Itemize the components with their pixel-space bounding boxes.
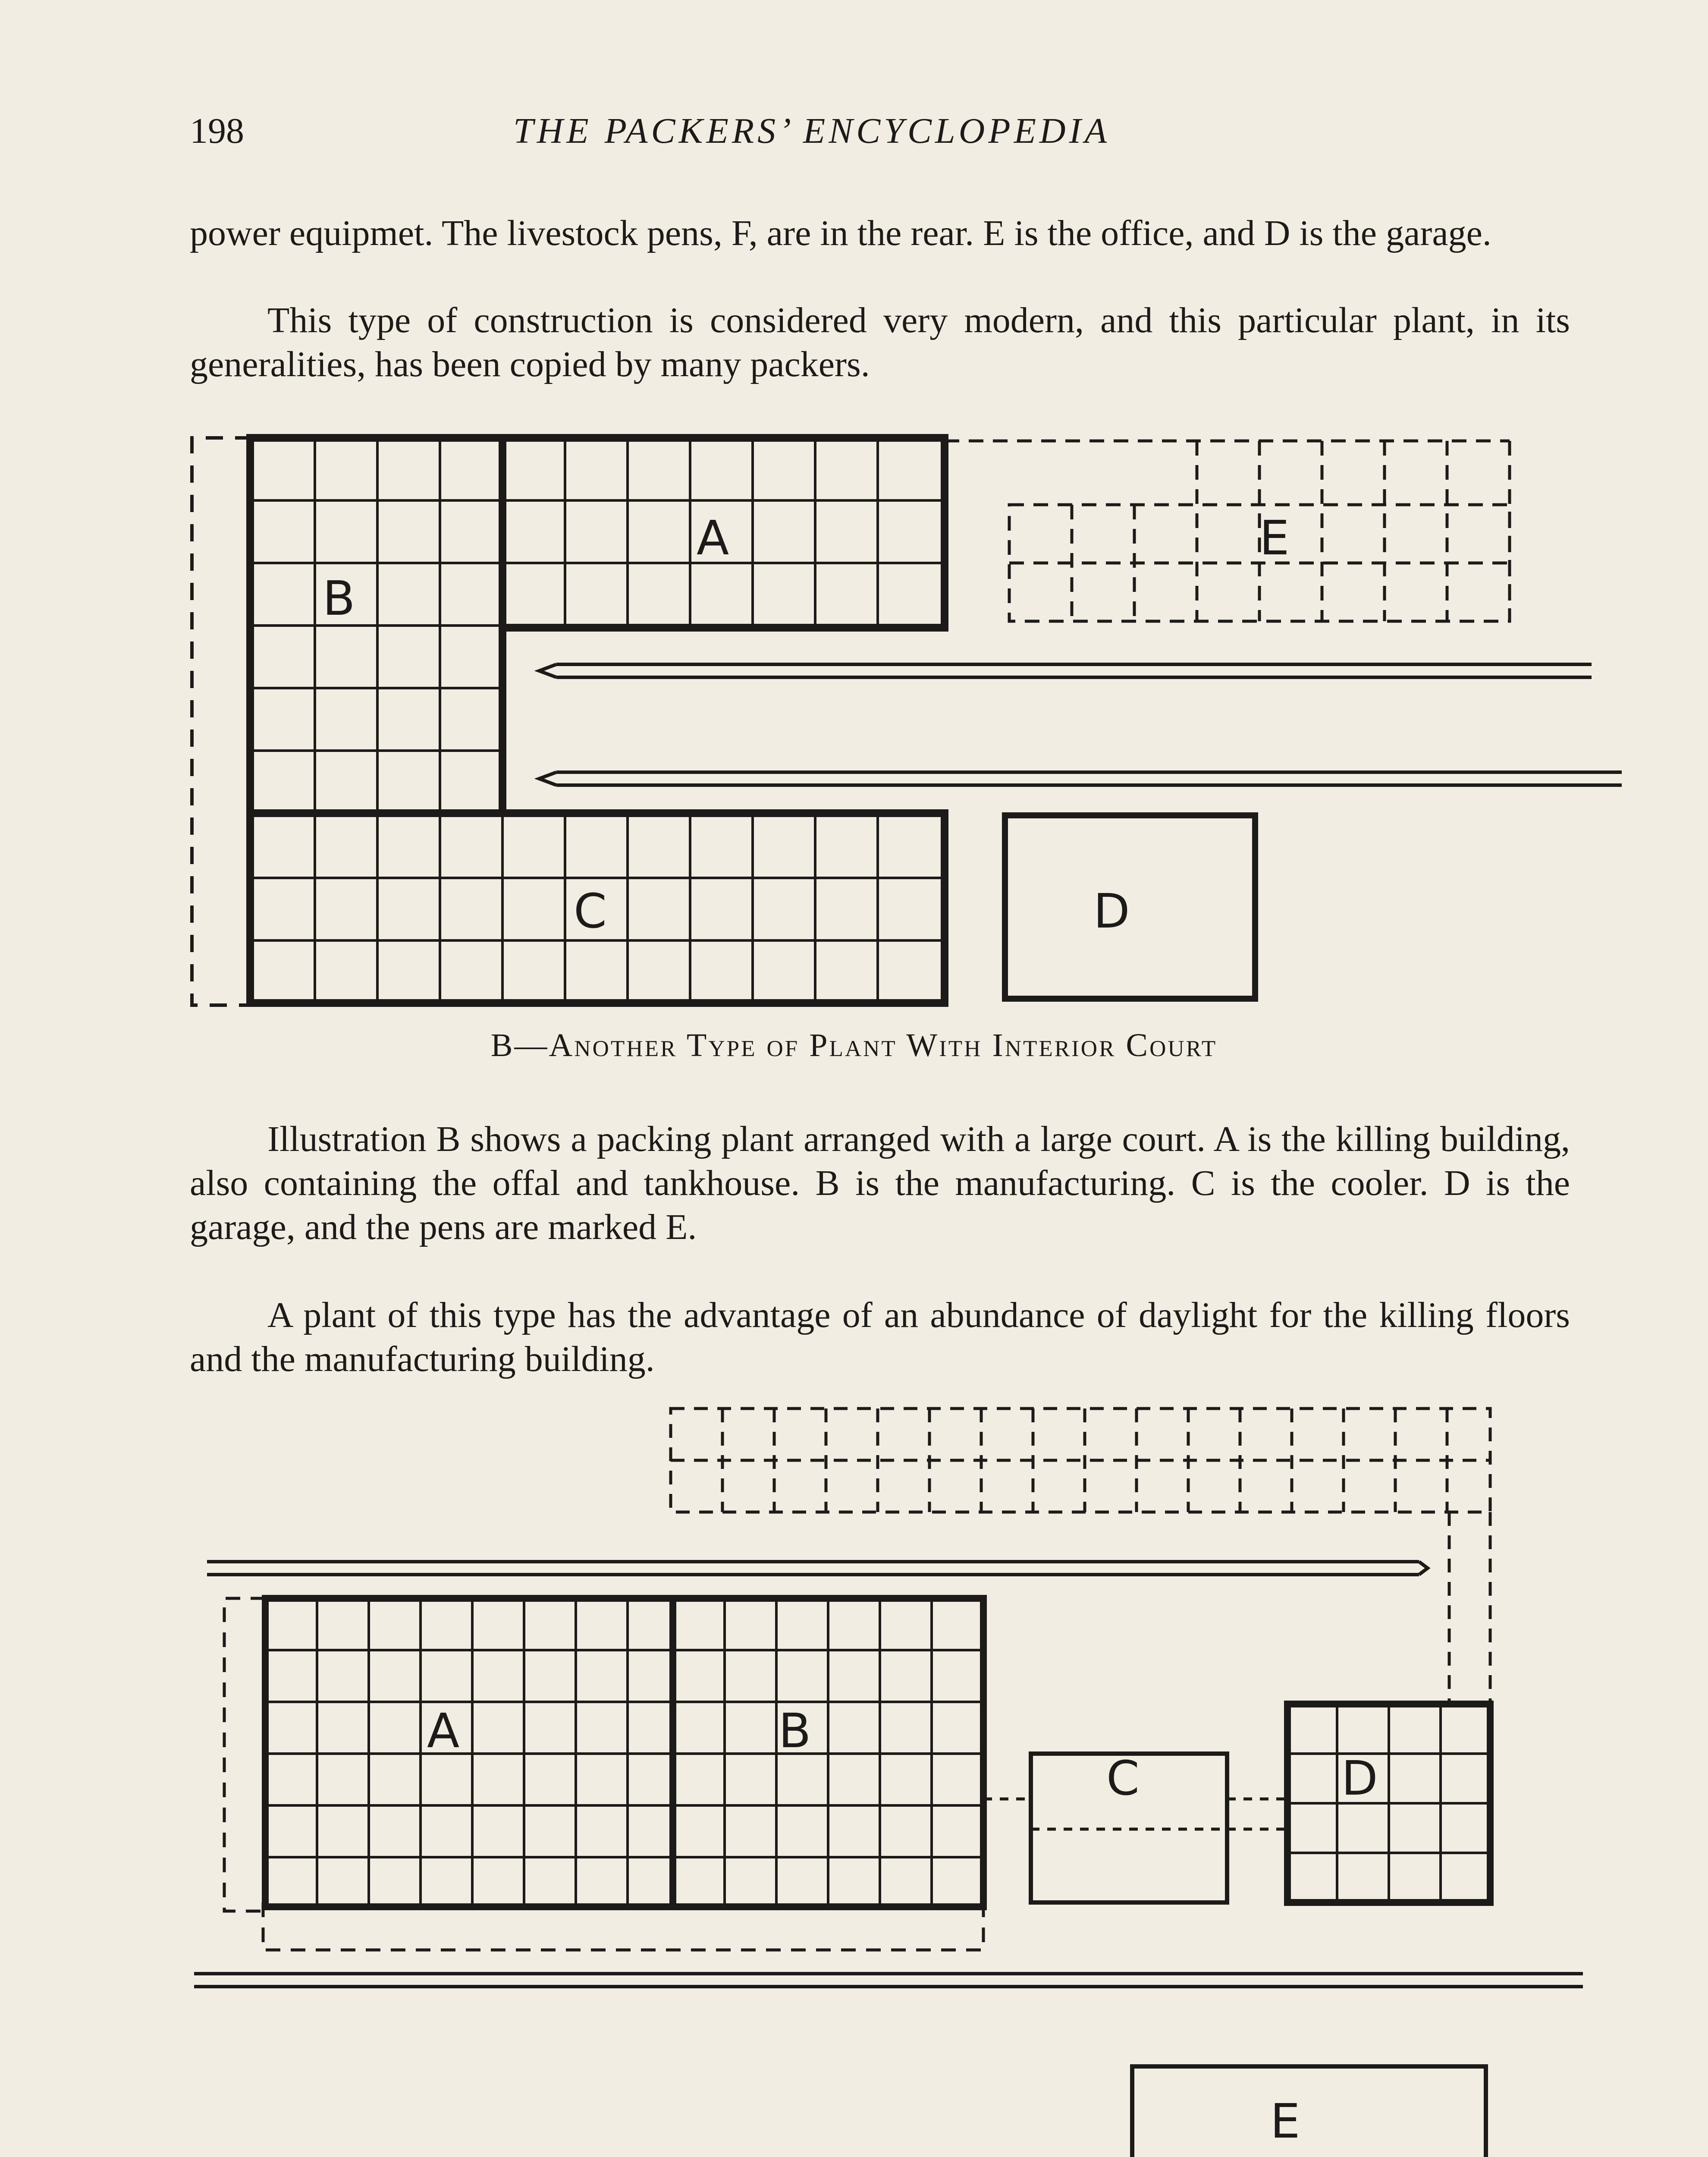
figure-c-upper-track	[207, 1562, 1428, 1575]
figure-b-label-c: C	[574, 884, 607, 939]
figure-b-label-d: D	[1093, 884, 1130, 939]
figure-b-label-e: E	[1259, 510, 1290, 566]
figure-c-building-d-grid	[1287, 1704, 1490, 1902]
paragraph-2: This type of construction is considered very modern, and this particular plant, in its generalities, has been copied by many packers.	[190, 300, 1570, 384]
figure-c-lower-track	[194, 1974, 1583, 1987]
page-number: 198	[190, 111, 244, 151]
figure-c-label-d: D	[1341, 1751, 1378, 1806]
paragraph-3: Illustration B shows a packing plant arranged with a large court. A is the killing building, also containing the offal and tankhouse. B is the manufacturing. C is the cooler. D is the garage, and the pens are marked E.	[190, 1119, 1570, 1247]
figure-c-label-a: A	[427, 1703, 460, 1758]
figure-c-label-b: B	[779, 1703, 811, 1758]
paragraph-4: A plant of this type has the advantage of an abundance of daylight for the killing floors and the manufacturing building.	[190, 1295, 1570, 1379]
figure-b-label-a: A	[697, 510, 729, 566]
figure-c-label-c: C	[1106, 1751, 1140, 1806]
running-title: THE PACKERS’ ENCYCLOPEDIA	[513, 111, 1110, 151]
figure-c-building-b-grid	[673, 1598, 983, 1907]
figure-c-pen-house	[671, 1409, 1490, 1704]
figure-b-caption: B—Another Type of Plant With Interior Court	[490, 1027, 1218, 1063]
paragraph-1: power equipmet. The livestock pens, F, are in the rear. E is the office, and D is the garage.	[190, 213, 1491, 253]
figure-c-building-a-grid	[265, 1598, 673, 1907]
figure-c-label-e: E	[1270, 2094, 1300, 2149]
figure-c-building-e	[1132, 2066, 1486, 2157]
figure-b-label-b: B	[323, 571, 355, 626]
